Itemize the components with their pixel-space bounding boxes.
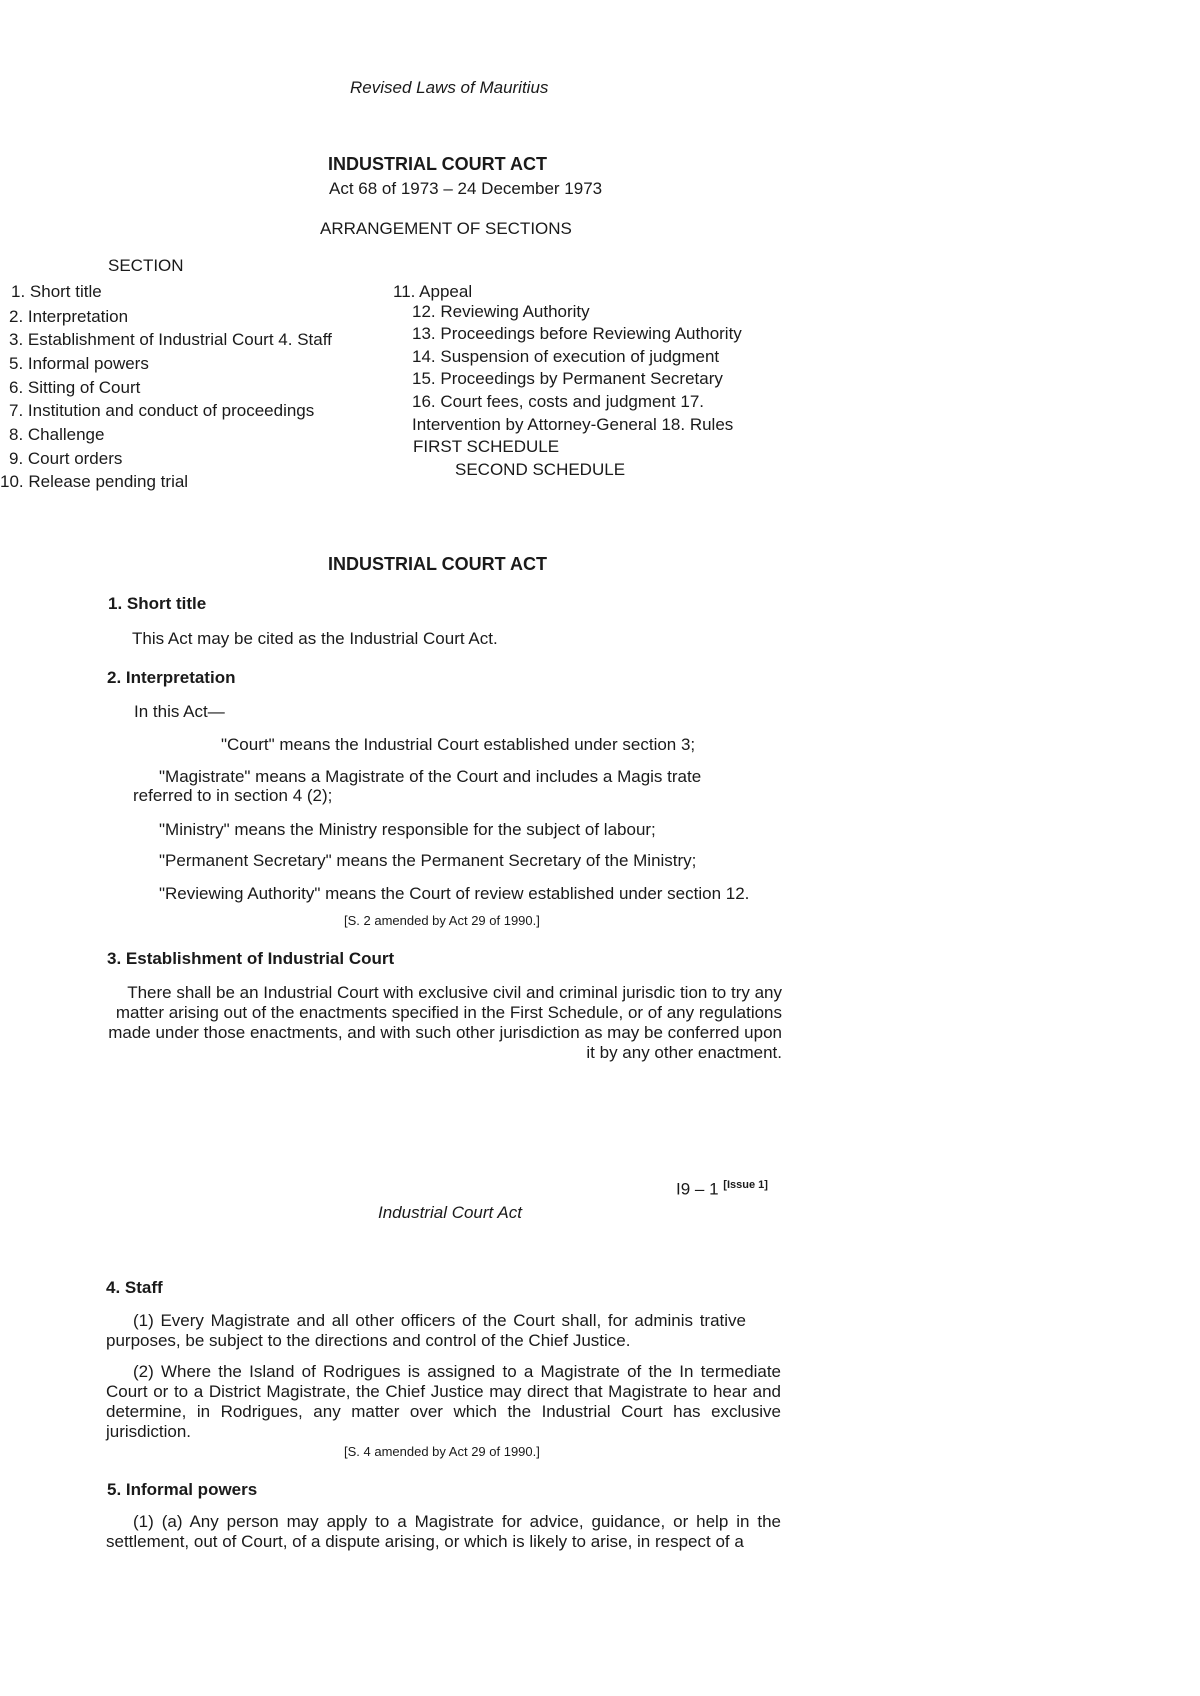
section-3-heading: 3. Establishment of Industrial Court <box>107 949 395 968</box>
section-2-heading: 2. Interpretation <box>107 668 236 687</box>
section-5-para-1: (1) (a) Any person may apply to a Magistrate for advice, guidance, or help in the settlement, out of Court, of a dispute arising, or which is likely to arise, in respect of a <box>106 1512 781 1551</box>
issue-label: [Issue 1] <box>723 1179 768 1191</box>
definition-ministry: "Ministry" means the Ministry responsible for the subject of labour; <box>159 820 656 839</box>
page-number: I9 – 1 <box>676 1179 719 1199</box>
toc-item: 10. Release pending trial <box>0 472 189 491</box>
toc-item: 16. Court fees, costs and judgment 17. <box>412 392 705 411</box>
toc-left-column <box>0 279 332 494</box>
running-header: Revised Laws of Mauritius <box>350 78 549 97</box>
toc-item: 15. Proceedings by Permanent Secretary <box>412 369 723 388</box>
act-title: INDUSTRIAL COURT ACT <box>328 154 547 174</box>
definition-permanent-secretary: "Permanent Secretary" means the Permanent Secretary of the Ministry; <box>159 851 697 870</box>
definition-magistrate: "Magistrate" means a Magistrate of the Court and includes a Magis trate <box>159 767 702 786</box>
definition-reviewing-authority: "Reviewing Authority" means the Court of review established under section 12. <box>159 884 750 903</box>
section-2-amendment: [S. 2 amended by Act 29 of 1990.] <box>344 913 540 928</box>
toc-item: 13. Proceedings before Reviewing Authority <box>412 324 742 343</box>
toc-item: 11. Appeal <box>393 282 473 301</box>
toc-item: 5. Informal powers <box>9 354 149 373</box>
toc-item: 6. Sitting of Court <box>9 378 141 397</box>
section-5-heading: 5. Informal powers <box>107 1480 258 1499</box>
section-4-heading: 4. Staff <box>106 1278 163 1297</box>
toc-item: 12. Reviewing Authority <box>412 302 590 321</box>
section-1-heading: 1. Short title <box>108 594 207 613</box>
toc-item: 3. Establishment of Industrial Court 4. Staff <box>9 330 332 349</box>
arrangement-heading: ARRANGEMENT OF SECTIONS <box>320 219 572 238</box>
footer-page-number <box>676 1179 768 1200</box>
toc-item: 2. Interpretation <box>9 307 129 326</box>
toc-item: SECOND SCHEDULE <box>455 460 626 479</box>
toc-right-column <box>393 279 742 482</box>
section-4-para-1: (1) Every Magistrate and all other officers of the Court shall, for adminis trative purposes, be subject to the directions and control of the Chief Justice. <box>106 1311 746 1350</box>
section-2-intro: In this Act— <box>134 702 225 721</box>
toc-item: 8. Challenge <box>9 425 105 444</box>
section-3-text: There shall be an Industrial Court with exclusive civil and criminal jurisdic tion to try any matter arising out of the enactments specified in the First Schedule, or of any regulations made under those enactments, and with such other jurisdiction as may be conferred upon it by any other enactment. <box>108 983 782 1062</box>
running-header-page-2: Industrial Court Act <box>378 1203 522 1222</box>
section-1-text: This Act may be cited as the Industrial Court Act. <box>132 629 498 648</box>
toc-item: 9. Court orders <box>9 449 123 468</box>
toc-item: 7. Institution and conduct of proceedings <box>9 401 315 420</box>
definition-magistrate-cont: referred to in section 4 (2); <box>133 786 333 805</box>
toc-item: 14. Suspension of execution of judgment <box>412 347 720 366</box>
section-label: SECTION <box>108 256 184 275</box>
toc-item: Intervention by Attorney-General 18. Rules <box>412 415 734 434</box>
body-title: INDUSTRIAL COURT ACT <box>328 554 547 574</box>
toc-item: FIRST SCHEDULE <box>413 437 560 456</box>
act-subtitle: Act 68 of 1973 – 24 December 1973 <box>329 179 603 198</box>
toc-item: 1. Short title <box>11 282 102 301</box>
section-4-amendment: [S. 4 amended by Act 29 of 1990.] <box>344 1444 540 1459</box>
definition-court: "Court" means the Industrial Court established under section 3; <box>221 735 696 754</box>
section-4-para-2: (2) Where the Island of Rodrigues is assigned to a Magistrate of the In termediate Court or to a District Magistrate, the Chief Justice may direct that Magistrate to hear and determine, in Rodrigues, any matter over which the Industrial Court has exclusive jurisdiction. <box>106 1362 781 1441</box>
